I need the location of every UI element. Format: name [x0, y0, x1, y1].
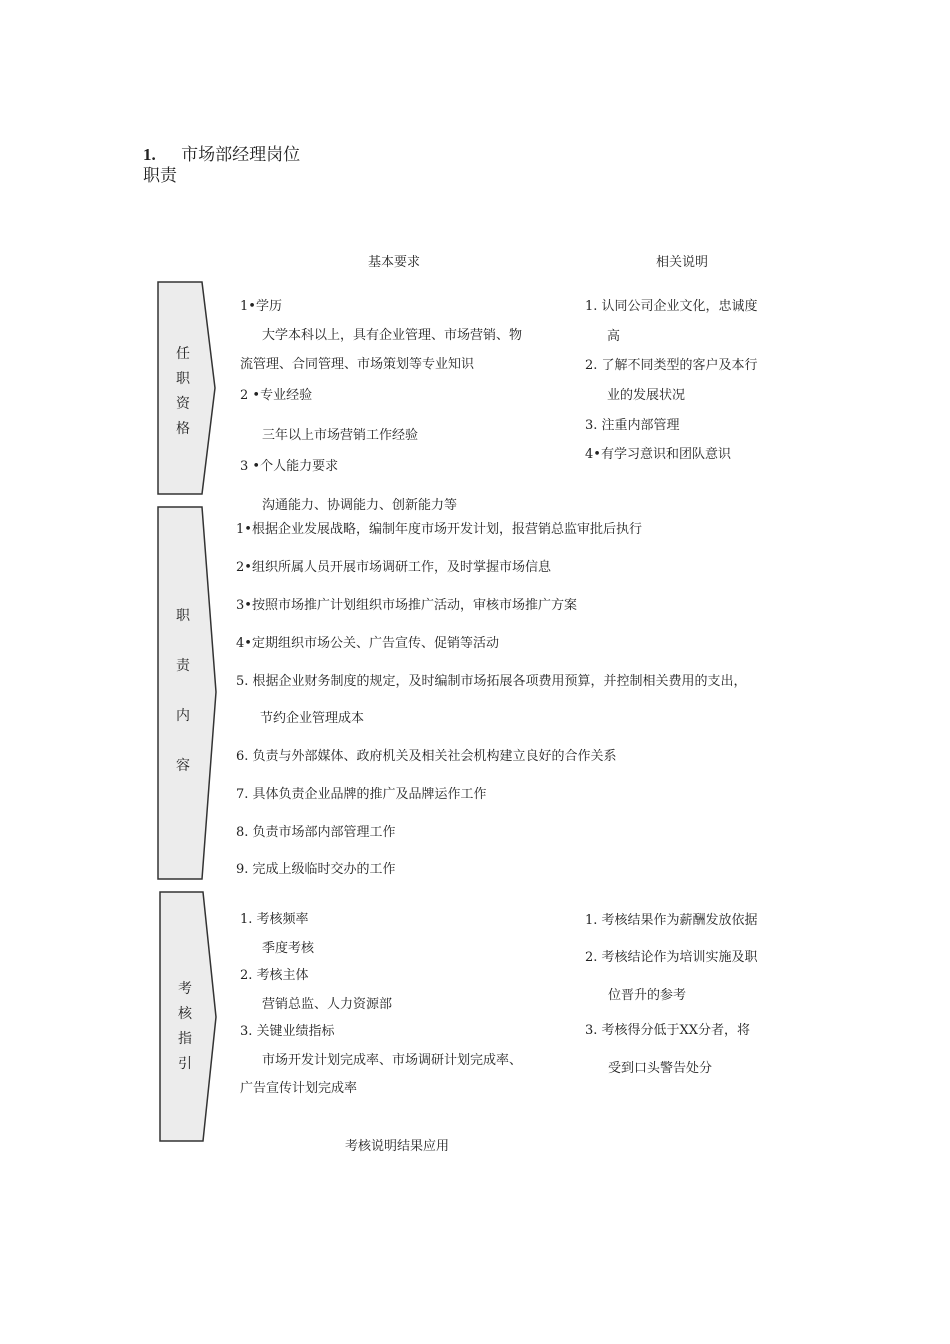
qualification-right-2: 2. 了解不同类型的客户及本行 — [585, 358, 758, 373]
qualification-right-5: 4•有学习意识和团队意识 — [585, 447, 731, 462]
qualification-right-1: 高 — [607, 329, 621, 344]
label-duties-4: 容 — [176, 758, 190, 774]
label-qualification-4: 格 — [176, 421, 190, 437]
assessment-right-4: 受到口头警告处分 — [608, 1061, 713, 1076]
assessment-left-5: 市场开发计划完成率、市场调研计划完成率、 — [262, 1053, 523, 1068]
duty-item-1: 2•组织所属人员开展市场调研工作，及时掌握市场信息 — [236, 560, 551, 575]
qualification-left-4: 三年以上市场营销工作经验 — [262, 428, 419, 443]
section-title-text: 市场部经理岗位 — [181, 145, 301, 165]
assessment-left-2: 2. 考核主体 — [240, 968, 309, 983]
footer-caption: 考核说明结果应用 — [345, 1139, 450, 1154]
section-title-line2: 职责 — [143, 166, 177, 186]
assessment-left-3: 营销总监、人力资源部 — [262, 997, 393, 1012]
arrow-duties — [158, 507, 216, 879]
qualification-left-2: 流管理、合同管理、市场策划等专业知识 — [240, 357, 475, 372]
duty-item-6: 6. 负责与外部媒体、政府机关及相关社会机构建立良好的合作关系 — [236, 749, 617, 764]
label-assessment-4: 引 — [178, 1056, 192, 1072]
duty-item-7: 7. 具体负责企业品牌的推广及品牌运作工作 — [236, 787, 487, 802]
arrow-qualification — [158, 282, 215, 494]
qualification-right-4: 3. 注重内部管理 — [585, 418, 680, 433]
qualification-left-3: 2 •专业经验 — [240, 388, 313, 403]
assessment-right-0: 1. 考核结果作为薪酬发放依据 — [585, 913, 758, 928]
assessment-right-1: 2. 考核结论作为培训实施及职 — [585, 950, 758, 965]
qualification-right-0: 1. 认同公司企业文化，忠诚度 — [585, 299, 758, 314]
assessment-right-3: 3. 考核得分低于XX分者，将 — [585, 1023, 751, 1038]
assessment-left-4: 3. 关键业绩指标 — [240, 1024, 335, 1039]
label-qualification-3: 资 — [176, 396, 190, 412]
label-qualification-2: 职 — [176, 371, 190, 387]
duty-item-8: 8. 负责市场部内部管理工作 — [236, 825, 396, 840]
header-basic-requirements: 基本要求 — [368, 255, 421, 270]
duty-item-2: 3•按照市场推广计划组织市场推广活动，审核市场推广方案 — [236, 598, 577, 613]
label-qualification-1: 任 — [176, 346, 190, 362]
section-number: 1. — [143, 145, 156, 164]
duty-item-0: 1•根据企业发展战略，编制年度市场开发计划，报营销总监审批后执行 — [236, 522, 642, 537]
assessment-left-6: 广告宣传计划完成率 — [240, 1081, 358, 1096]
duty-item-5: 节约企业管理成本 — [260, 711, 365, 726]
qualification-right-3: 业的发展状况 — [607, 388, 686, 403]
qualification-left-0: 1•学历 — [240, 299, 282, 314]
header-related-notes: 相关说明 — [656, 255, 709, 270]
qualification-left-5: 3 •个人能力要求 — [240, 459, 339, 474]
label-duties-2: 责 — [176, 658, 190, 674]
assessment-right-2: 位晋升的参考 — [608, 988, 687, 1003]
qualification-left-6: 沟通能力、协调能力、创新能力等 — [262, 498, 458, 513]
duty-item-4: 5. 根据企业财务制度的规定，及时编制市场拓展各项费用预算，并控制相关费用的支出， — [236, 674, 747, 689]
label-duties-3: 内 — [176, 708, 190, 724]
duty-item-3: 4•定期组织市场公关、广告宣传、促销等活动 — [236, 636, 499, 651]
assessment-left-1: 季度考核 — [262, 941, 315, 956]
label-duties-1: 职 — [176, 608, 190, 624]
label-assessment-2: 核 — [178, 1006, 192, 1022]
label-assessment-1: 考 — [178, 981, 192, 997]
duty-item-9: 9. 完成上级临时交办的工作 — [236, 862, 396, 877]
assessment-left-0: 1. 考核频率 — [240, 912, 309, 927]
label-assessment-3: 指 — [178, 1031, 192, 1047]
qualification-left-1: 大学本科以上，具有企业管理、市场营销、物 — [262, 328, 523, 343]
